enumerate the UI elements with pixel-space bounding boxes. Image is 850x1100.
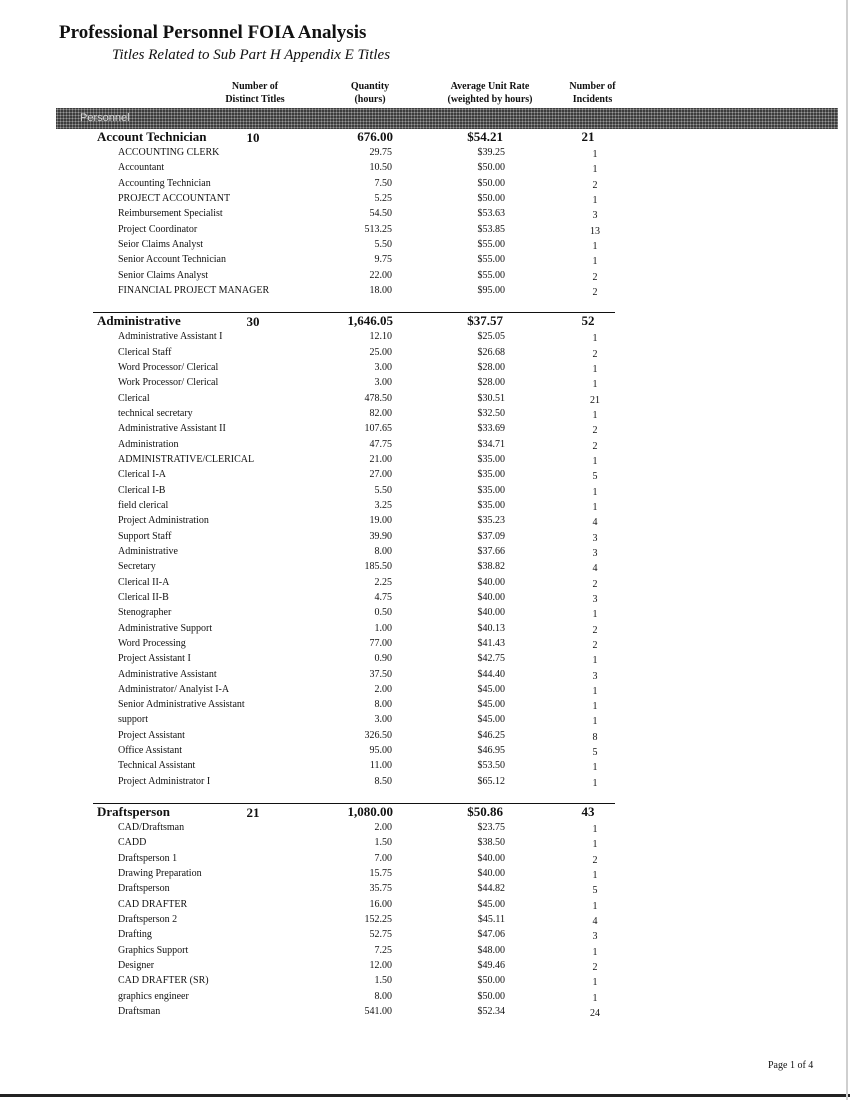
row-quantity: 77.00 [369, 637, 392, 649]
row-rate: $65.12 [477, 775, 505, 787]
row-rate: $28.00 [477, 361, 505, 373]
row-rate: $33.69 [477, 423, 505, 435]
row-quantity: 95.00 [369, 745, 392, 757]
row-title: Accounting Technician [118, 177, 211, 189]
row-incidents: 2 [592, 962, 598, 974]
scan-edge [846, 0, 848, 1100]
row-title: Administrative [118, 545, 178, 557]
group-incidents: 52 [581, 313, 595, 329]
report-subtitle: Titles Related to Sub Part H Appendix E Titles [112, 47, 391, 63]
row-title: Project Assistant [118, 729, 185, 741]
row-incidents: 1 [592, 501, 598, 513]
row-incidents: 1 [592, 777, 598, 789]
row-quantity: 107.65 [364, 423, 392, 435]
row-quantity: 2.25 [374, 576, 392, 588]
row-quantity: 12.00 [369, 960, 392, 972]
table-row [0, 651, 850, 666]
column-header-distinct-titles: Number of Distinct Titles [225, 81, 285, 105]
row-incidents: 3 [592, 670, 598, 682]
row-incidents: 3 [592, 210, 598, 222]
row-quantity: 10.50 [369, 162, 392, 174]
row-incidents: 2 [592, 639, 598, 651]
row-rate: $40.00 [477, 868, 505, 880]
row-quantity: 16.00 [369, 898, 392, 910]
row-rate: $30.51 [477, 392, 505, 404]
row-title: CADD [118, 837, 147, 849]
row-quantity: 21.00 [369, 453, 392, 465]
row-title: CAD DRAFTER (SR) [118, 975, 209, 987]
row-incidents: 1 [592, 900, 598, 912]
table-row [0, 621, 850, 636]
row-rate: $45.00 [477, 683, 505, 695]
table-row [0, 237, 850, 252]
title-group [0, 129, 850, 298]
row-incidents: 1 [592, 701, 598, 713]
row-incidents: 3 [592, 547, 598, 559]
row-quantity: 39.90 [369, 530, 392, 542]
table-row [0, 160, 850, 175]
row-incidents: 1 [592, 333, 598, 345]
table-row [0, 943, 850, 958]
row-title: Administrative Assistant [118, 668, 217, 680]
row-title: field clerical [118, 499, 169, 511]
row-title: Project Administration [118, 515, 209, 527]
title-group [0, 803, 850, 1019]
row-incidents: 4 [592, 916, 598, 928]
column-header-incidents: Number of Incidents [569, 81, 616, 105]
row-rate: $41.43 [477, 637, 505, 649]
row-incidents: 2 [592, 624, 598, 636]
row-incidents: 2 [592, 425, 598, 437]
row-title: Clerical [118, 392, 150, 404]
row-quantity: 1.50 [374, 975, 392, 987]
row-title: Work Processor/ Clerical [118, 377, 219, 389]
row-incidents: 2 [592, 440, 598, 452]
row-quantity: 11.00 [369, 760, 392, 772]
row-quantity: 8.00 [374, 990, 392, 1002]
row-incidents: 1 [592, 609, 598, 621]
row-title: Senior Account Technician [118, 254, 226, 266]
row-rate: $40.00 [477, 591, 505, 603]
table-row [0, 973, 850, 988]
row-incidents: 1 [592, 870, 598, 882]
row-title: Technical Assistant [118, 760, 196, 772]
row-quantity: 3.00 [374, 361, 392, 373]
row-quantity: 15.75 [369, 868, 392, 880]
table-row [0, 667, 850, 682]
row-title: PROJECT ACCOUNTANT [118, 192, 231, 204]
group-rate: $50.86 [467, 804, 503, 820]
row-rate: $45.00 [477, 714, 505, 726]
row-title: CAD DRAFTER [118, 898, 188, 910]
row-rate: $39.25 [477, 147, 505, 158]
row-quantity: 4.75 [374, 591, 392, 603]
row-quantity: 326.50 [364, 729, 392, 741]
row-title: Stenographer [118, 607, 172, 619]
table-row [0, 206, 850, 221]
row-rate: $45.00 [477, 898, 505, 910]
row-rate: $38.50 [477, 837, 505, 849]
row-rate: $50.00 [477, 177, 505, 189]
group-name: Draftsperson [97, 804, 170, 820]
row-incidents: 2 [592, 286, 598, 298]
row-rate: $47.06 [477, 929, 505, 941]
row-quantity: 25.00 [369, 346, 392, 358]
row-title: Administrative Assistant II [118, 423, 226, 435]
row-rate: $35.00 [477, 499, 505, 511]
row-title: Administrative Assistant I [118, 331, 223, 343]
row-quantity: 29.75 [369, 147, 392, 158]
row-rate: $46.95 [477, 745, 505, 757]
row-title: Senior Administrative Assistant [118, 699, 245, 711]
row-incidents: 1 [592, 992, 598, 1004]
row-quantity: 2.00 [374, 683, 392, 695]
table-row [0, 605, 850, 620]
table-row [0, 176, 850, 191]
table-row [0, 559, 850, 574]
row-incidents: 2 [592, 179, 598, 191]
row-title: Draftsperson 2 [118, 914, 178, 926]
band-category-label: Personnel [80, 112, 130, 124]
row-incidents: 1 [592, 685, 598, 697]
row-title: Clerical Staff [118, 346, 172, 358]
row-incidents: 1 [592, 164, 598, 176]
row-title: support [118, 714, 148, 726]
table-row [0, 498, 850, 513]
table-row [0, 421, 850, 436]
row-quantity: 22.00 [369, 269, 392, 281]
table-row [0, 222, 850, 237]
row-incidents: 3 [592, 931, 598, 943]
row-incidents: 1 [592, 716, 598, 728]
group-rate: $54.21 [467, 129, 503, 144]
table-row [0, 329, 850, 344]
group-incidents: 43 [581, 804, 595, 820]
row-rate: $23.75 [477, 822, 505, 834]
group-distinct-count: 10 [246, 130, 260, 145]
row-quantity: 1.00 [374, 622, 392, 634]
row-quantity: 12.10 [369, 331, 392, 343]
row-incidents: 1 [592, 409, 598, 421]
row-quantity: 5.50 [374, 238, 392, 250]
table-row [0, 529, 850, 544]
row-rate: $44.82 [477, 883, 505, 895]
table-row [0, 712, 850, 727]
row-title: Secretary [118, 561, 156, 573]
row-incidents: 1 [592, 256, 598, 268]
row-rate: $55.00 [477, 238, 505, 250]
row-title: technical secretary [118, 407, 193, 419]
row-rate: $45.11 [477, 914, 505, 926]
table-row [0, 927, 850, 942]
table-row [0, 697, 850, 712]
row-title: ADMINISTRATIVE/CLERICAL [118, 453, 255, 465]
group-incidents: 21 [581, 129, 595, 144]
row-title: Project Coordinator [118, 223, 198, 235]
row-quantity: 152.25 [364, 914, 392, 926]
row-rate: $40.00 [477, 607, 505, 619]
row-rate: $45.00 [477, 699, 505, 711]
row-quantity: 7.25 [374, 944, 392, 956]
row-rate: $55.00 [477, 254, 505, 266]
row-incidents: 2 [592, 578, 598, 590]
column-header-quantity: Quantity (hours) [350, 81, 390, 105]
table-row [0, 728, 850, 743]
row-quantity: 8.00 [374, 545, 392, 557]
row-title: Clerical I-A [118, 469, 167, 481]
category-band [56, 108, 838, 129]
row-rate: $95.00 [477, 284, 505, 296]
row-quantity: 27.00 [369, 469, 392, 481]
row-quantity: 82.00 [369, 407, 392, 419]
row-rate: $55.00 [477, 269, 505, 281]
row-incidents: 1 [592, 149, 598, 160]
row-rate: $40.00 [477, 852, 505, 864]
row-rate: $53.85 [477, 223, 505, 235]
row-incidents: 1 [592, 379, 598, 391]
row-incidents: 1 [592, 824, 598, 836]
row-quantity: 52.75 [369, 929, 392, 941]
row-incidents: 2 [592, 348, 598, 360]
row-rate: $44.40 [477, 668, 505, 680]
row-rate: $37.09 [477, 530, 505, 542]
table-row [0, 881, 850, 896]
column-header-average-rate: Average Unit Rate (weighted by hours) [447, 81, 533, 105]
table-row [0, 191, 850, 206]
table-row [0, 375, 850, 390]
table-row [0, 897, 850, 912]
footer-rule [0, 1094, 850, 1097]
row-incidents: 8 [592, 731, 598, 743]
row-quantity: 7.00 [374, 852, 392, 864]
row-title: Administration [118, 438, 179, 450]
row-rate: $40.13 [477, 622, 505, 634]
report-table [0, 129, 850, 1019]
row-incidents: 4 [592, 563, 598, 575]
group-quantity: 676.00 [357, 129, 393, 144]
row-quantity: 3.00 [374, 377, 392, 389]
row-rate: $52.34 [477, 1006, 505, 1018]
row-quantity: 5.25 [374, 192, 392, 204]
row-rate: $49.46 [477, 960, 505, 972]
table-row [0, 912, 850, 927]
group-name: Administrative [97, 313, 181, 329]
row-title: Administrator/ Analyist I-A [118, 683, 230, 695]
row-quantity: 541.00 [364, 1006, 392, 1018]
row-incidents: 5 [592, 471, 598, 483]
table-row [0, 268, 850, 283]
row-incidents: 24 [590, 1008, 600, 1020]
row-quantity: 185.50 [364, 561, 392, 573]
group-distinct-count: 21 [246, 805, 260, 821]
group-rate: $37.57 [467, 313, 503, 329]
table-row [0, 989, 850, 1004]
row-rate: $28.00 [477, 377, 505, 389]
row-incidents: 1 [592, 363, 598, 375]
table-row [0, 851, 850, 866]
row-rate: $50.00 [477, 162, 505, 174]
row-rate: $34.71 [477, 438, 505, 450]
row-title: ACCOUNTING CLERK [118, 147, 220, 158]
table-row [0, 467, 850, 482]
row-quantity: 35.75 [369, 883, 392, 895]
row-incidents: 1 [592, 839, 598, 851]
row-incidents: 1 [592, 762, 598, 774]
row-rate: $35.00 [477, 469, 505, 481]
row-incidents: 4 [592, 517, 598, 529]
row-quantity: 37.50 [369, 668, 392, 680]
table-row [0, 1004, 850, 1019]
row-title: Accountant [118, 162, 165, 174]
row-title: Seior Claims Analyst [118, 238, 203, 250]
title-group [0, 312, 850, 789]
row-incidents: 13 [590, 225, 600, 237]
row-incidents: 21 [590, 394, 600, 406]
row-incidents: 2 [592, 854, 598, 866]
row-rate: $46.25 [477, 729, 505, 741]
table-row [0, 406, 850, 421]
row-title: Draftsperson [118, 883, 170, 895]
row-title: Clerical I-B [118, 484, 166, 496]
table-row [0, 682, 850, 697]
table-row [0, 835, 850, 850]
group-header [93, 129, 615, 145]
row-title: Senior Claims Analyst [118, 269, 208, 281]
row-rate: $50.00 [477, 990, 505, 1002]
table-row [0, 743, 850, 758]
row-title: Office Assistant [118, 745, 182, 757]
table-row [0, 958, 850, 973]
row-incidents: 1 [592, 655, 598, 667]
group-name: Account Technician [97, 129, 207, 144]
group-header [93, 312, 615, 329]
row-title: Draftsperson 1 [118, 852, 178, 864]
table-row [0, 636, 850, 651]
row-title: Drawing Preparation [118, 868, 202, 880]
row-rate: $53.50 [477, 760, 505, 772]
row-title: Project Administrator I [118, 775, 211, 787]
row-quantity: 9.75 [374, 254, 392, 266]
row-title: Project Assistant I [118, 653, 191, 665]
row-incidents: 5 [592, 885, 598, 897]
table-row [0, 774, 850, 789]
table-row [0, 513, 850, 528]
row-rate: $50.00 [477, 192, 505, 204]
row-quantity: 7.50 [374, 177, 392, 189]
row-rate: $32.50 [477, 407, 505, 419]
row-quantity: 2.00 [374, 822, 392, 834]
row-quantity: 0.90 [374, 653, 392, 665]
row-incidents: 1 [592, 946, 598, 958]
row-rate: $42.75 [477, 653, 505, 665]
row-title: Drafting [118, 929, 152, 941]
row-title: FINANCIAL PROJECT MANAGER [118, 284, 270, 296]
table-row [0, 820, 850, 835]
row-incidents: 1 [592, 977, 598, 989]
row-quantity: 18.00 [369, 284, 392, 296]
row-title: Word Processor/ Clerical [118, 361, 219, 373]
row-quantity: 3.00 [374, 714, 392, 726]
table-row [0, 360, 850, 375]
row-quantity: 1.50 [374, 837, 392, 849]
row-rate: $48.00 [477, 944, 505, 956]
row-quantity: 5.50 [374, 484, 392, 496]
table-row [0, 544, 850, 559]
row-incidents: 1 [592, 486, 598, 498]
row-title: Draftsman [118, 1006, 161, 1018]
row-rate: $37.66 [477, 545, 505, 557]
row-title: Reimbursement Specialist [118, 208, 223, 220]
row-title: CAD/Draftsman [118, 822, 185, 834]
row-quantity: 54.50 [369, 208, 392, 220]
row-rate: $26.68 [477, 346, 505, 358]
row-quantity: 0.50 [374, 607, 392, 619]
page-number: Page 1 of 4 [768, 1060, 814, 1071]
group-quantity: 1,646.05 [347, 313, 393, 329]
table-row [0, 483, 850, 498]
row-incidents: 1 [592, 455, 598, 467]
row-rate: $35.00 [477, 453, 505, 465]
row-incidents: 2 [592, 271, 598, 283]
row-rate: $35.00 [477, 484, 505, 496]
table-row [0, 575, 850, 590]
row-title: Graphics Support [118, 944, 189, 956]
row-incidents: 3 [592, 532, 598, 544]
table-row [0, 391, 850, 406]
row-rate: $53.63 [477, 208, 505, 220]
table-row [0, 758, 850, 773]
row-title: Clerical II-B [118, 591, 169, 603]
table-row [0, 283, 850, 298]
row-rate: $38.82 [477, 561, 505, 573]
table-row [0, 252, 850, 267]
group-distinct-count: 30 [246, 314, 260, 330]
group-quantity: 1,080.00 [347, 804, 393, 820]
row-quantity: 478.50 [364, 392, 392, 404]
row-incidents: 1 [592, 194, 598, 206]
row-rate: $50.00 [477, 975, 505, 987]
row-quantity: 3.25 [374, 499, 392, 511]
row-incidents: 1 [592, 240, 598, 252]
group-header [93, 803, 615, 820]
row-rate: $35.23 [477, 515, 505, 527]
row-quantity: 8.00 [374, 699, 392, 711]
table-row [0, 345, 850, 360]
table-row [0, 452, 850, 467]
row-title: Clerical II-A [118, 576, 170, 588]
row-incidents: 5 [592, 747, 598, 759]
row-title: Support Staff [118, 530, 172, 542]
table-row [0, 145, 850, 160]
row-incidents: 3 [592, 593, 598, 605]
row-title: Administrative Support [118, 622, 213, 634]
row-quantity: 47.75 [369, 438, 392, 450]
row-title: Word Processing [118, 637, 186, 649]
row-title: Designer [118, 960, 155, 972]
table-row [0, 590, 850, 605]
table-row [0, 866, 850, 881]
row-rate: $25.05 [477, 331, 505, 343]
report-title: Professional Personnel FOIA Analysis [59, 22, 367, 43]
row-rate: $40.00 [477, 576, 505, 588]
table-row [0, 437, 850, 452]
row-quantity: 8.50 [374, 775, 392, 787]
row-quantity: 19.00 [369, 515, 392, 527]
row-quantity: 513.25 [364, 223, 392, 235]
row-title: graphics engineer [118, 990, 189, 1002]
